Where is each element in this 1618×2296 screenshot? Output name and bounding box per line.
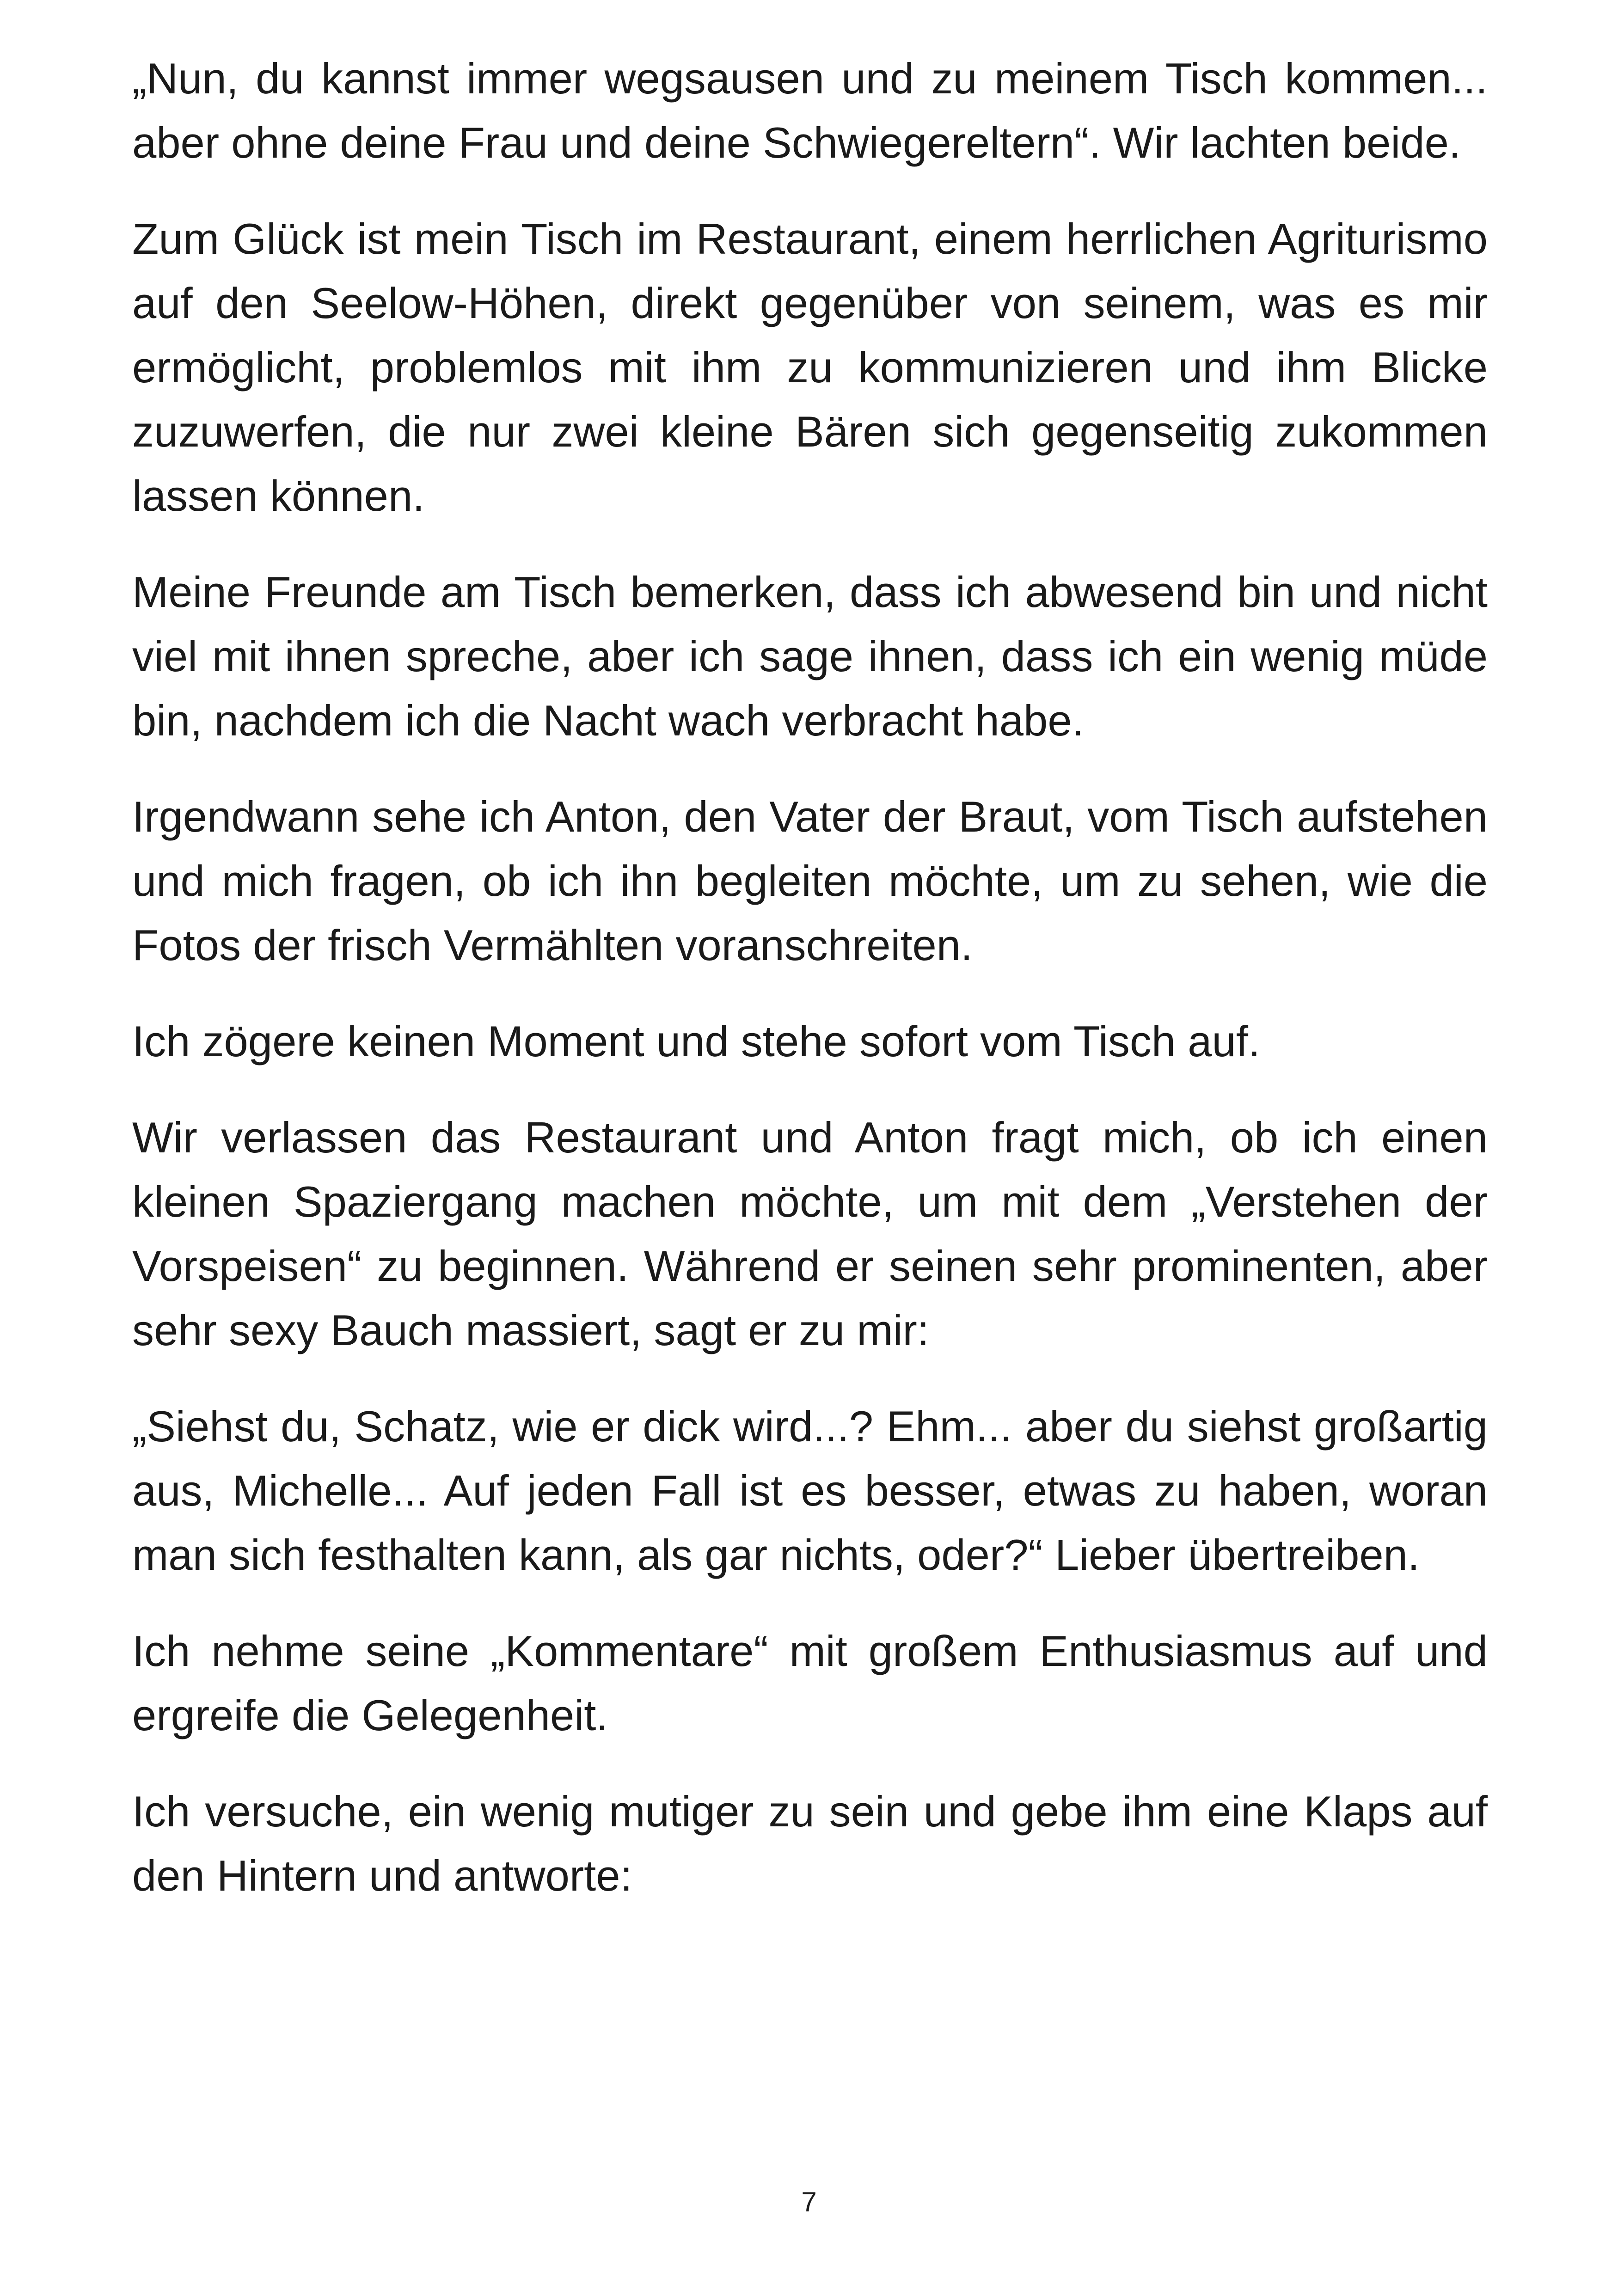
- paragraph: Wir verlassen das Restaurant und Anton fragt mich, ob ich einen kleinen Spaziergang machen möchte, um mit dem „Verstehen der Vorspeisen“ zu beginnen. Während er seinen sehr prominenten, aber sehr sexy Bauch massiert, sagt er zu mir:: [132, 1113, 1488, 1354]
- paragraph: Ich nehme seine „Kommentare“ mit großem Enthusiasmus auf und ergreife die Gelegenheit.: [132, 1627, 1488, 1739]
- paragraph: Meine Freunde am Tisch bemerken, dass ich abwesend bin und nicht viel mit ihnen spreche, aber ich sage ihnen, dass ich ein wenig müde bin, nachdem ich die Nacht wach verbracht habe.: [132, 568, 1488, 745]
- paragraph: Zum Glück ist mein Tisch im Restaurant, einem herrlichen Agriturismo auf den Seelow-Höhen, direkt gegenüber von seinem, was es mir ermöglicht, problemlos mit ihm zu kommunizieren und ihm Blicke zuzuwerfen, die nur zwei kleine Bären sich gegenseitig zukommen lassen können.: [132, 214, 1488, 520]
- paragraph: „Siehst du, Schatz, wie er dick wird...? Ehm... aber du siehst großartig aus, Michelle... Auf jeden Fall ist es besser, etwas zu haben, woran man sich festhalten kann, als gar nichts, oder?“ Lieber übertreiben.: [132, 1402, 1488, 1579]
- paragraph: Ich zögere keinen Moment und stehe sofort vom Tisch auf.: [132, 1017, 1261, 1065]
- paragraph: „Nun, du kannst immer wegsausen und zu meinem Tisch kommen... aber ohne deine Frau und deine Schwiegereltern“. Wir lachten beide.: [132, 54, 1488, 167]
- page-number: 7: [801, 2186, 817, 2217]
- body-text: [132, 46, 1488, 1940]
- paragraph: Irgendwann sehe ich Anton, den Vater der Braut, vom Tisch aufstehen und mich fragen, ob ich ihn begleiten möchte, um zu sehen, wie die Fotos der frisch Vermählten voranschreiten.: [132, 792, 1488, 969]
- paragraph: Ich versuche, ein wenig mutiger zu sein und gebe ihm eine Klaps auf den Hintern und antworte:: [132, 1787, 1488, 1900]
